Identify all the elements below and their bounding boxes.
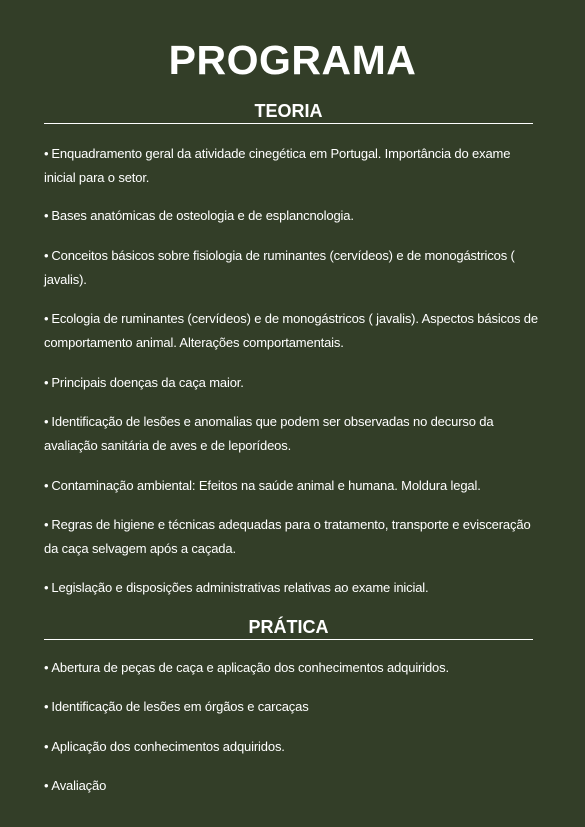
- teoria-item-1: [44, 142, 544, 190]
- teoria-item-text: Principais doenças da caça maior.: [51, 375, 244, 390]
- teoria-item-text: Identificação de lesões e anomalias que podem ser observadas no decurso da avaliação sanitária de aves e de leporídeos.: [44, 414, 494, 453]
- teoria-item-text: Legislação e disposições administrativas relativas ao exame inicial.: [51, 580, 429, 595]
- pratica-item-text: Aplicação dos conhecimentos adquiridos.: [51, 739, 285, 754]
- teoria-item-7: [44, 474, 544, 498]
- page-title: PROGRAMA: [168, 37, 417, 83]
- pratica-item-3: [44, 735, 544, 759]
- bullet: •: [44, 660, 49, 675]
- teoria-item-5: [44, 371, 544, 395]
- pratica-heading: PRÁTICA: [248, 617, 329, 637]
- bullet: •: [44, 311, 49, 326]
- teoria-item-text: Ecologia de ruminantes (cervídeos) e de monogástricos ( javalis). Aspectos básicos de comportamento animal. Alterações comportamentais.: [44, 311, 538, 350]
- bullet: •: [44, 517, 49, 532]
- teoria-item-text: Bases anatómicas de osteologia e de esplancnologia.: [51, 208, 354, 223]
- bullet: •: [44, 208, 49, 223]
- teoria-item-8: [44, 513, 544, 561]
- pratica-item-text: Identificação de lesões em órgãos e carcaças: [51, 699, 309, 714]
- bullet: •: [44, 146, 49, 161]
- bullet: •: [44, 580, 49, 595]
- pratica-item-4: [44, 774, 544, 798]
- bullet: •: [44, 778, 49, 793]
- teoria-heading: TEORIA: [254, 101, 323, 121]
- teoria-item-text: Conceitos básicos sobre fisiologia de ruminantes (cervídeos) e de monogástricos ( javalis).: [44, 248, 515, 287]
- pratica-item-text: Avaliação: [51, 778, 107, 793]
- teoria-item-3: [44, 244, 544, 292]
- bullet: •: [44, 375, 49, 390]
- pratica-item-2: [44, 695, 544, 719]
- teoria-item-9: [44, 576, 544, 600]
- teoria-divider: [44, 123, 533, 124]
- teoria-item-2: [44, 204, 544, 228]
- bullet: •: [44, 699, 49, 714]
- teoria-item-6: [44, 410, 544, 458]
- teoria-item-text: Contaminação ambiental: Efeitos na saúde animal e humana. Moldura legal.: [51, 478, 481, 493]
- teoria-item-4: [44, 307, 544, 355]
- bullet: •: [44, 478, 49, 493]
- bullet: •: [44, 248, 49, 263]
- pratica-item-text: Abertura de peças de caça e aplicação dos conhecimentos adquiridos.: [51, 660, 449, 675]
- pratica-item-1: [44, 656, 544, 680]
- pratica-divider: [44, 639, 533, 640]
- teoria-item-text: Regras de higiene e técnicas adequadas para o tratamento, transporte e evisceração da caça selvagem após a caçada.: [44, 517, 531, 556]
- bullet: •: [44, 739, 49, 754]
- bullet: •: [44, 414, 49, 429]
- teoria-item-text: Enquadramento geral da atividade cinegética em Portugal. Importância do exame inicial para o setor.: [44, 146, 511, 185]
